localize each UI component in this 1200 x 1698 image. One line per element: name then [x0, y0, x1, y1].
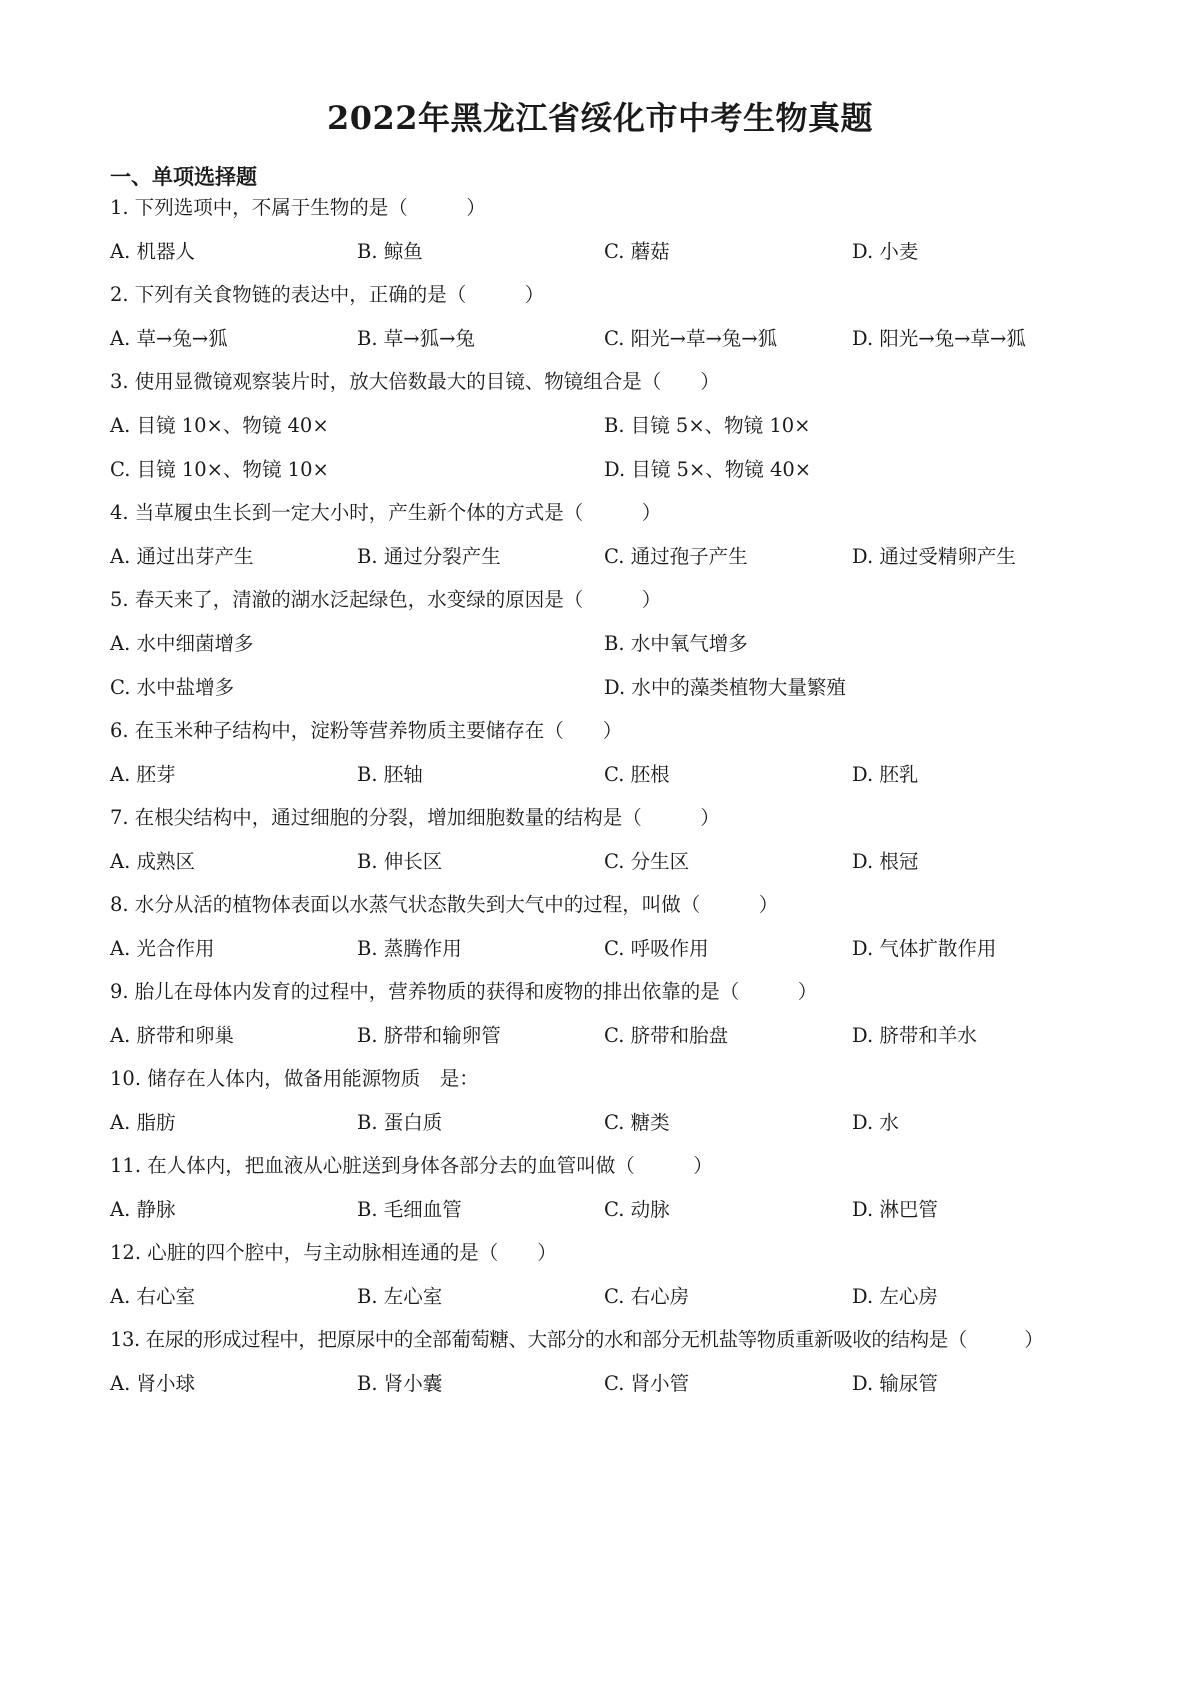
question-3-options-row2 [110, 454, 1110, 486]
q5-option-a[interactable]: A. 水中细菌增多 [110, 632, 254, 655]
q3-option-d[interactable]: D. 目镜 5×、物镜 40× [604, 458, 812, 481]
q8-option-c[interactable]: C. 呼吸作用 [604, 937, 709, 960]
q11-option-a[interactable]: A. 静脉 [110, 1198, 176, 1221]
q8-option-a[interactable]: A. 光合作用 [110, 937, 215, 960]
question-8-options [110, 933, 1110, 965]
q10-option-a[interactable]: A. 脂肪 [110, 1111, 176, 1134]
question-3-stem: 3. 使用显微镜观察装片时，放大倍数最大的目镜、物镜组合是（ ） [110, 370, 720, 393]
q1-option-d[interactable]: D. 小麦 [852, 240, 919, 263]
q7-option-b[interactable]: B. 伸长区 [357, 850, 443, 873]
q5-option-b[interactable]: B. 水中氧气增多 [604, 632, 748, 655]
q5-option-d[interactable]: D. 水中的藻类植物大量繁殖 [604, 676, 846, 699]
q8-option-b[interactable]: B. 蒸腾作用 [357, 937, 462, 960]
question-1-stem: 1. 下列选项中，不属于生物的是（ ） [110, 196, 486, 219]
q5-option-c[interactable]: C. 水中盐增多 [110, 676, 235, 699]
q4-option-c[interactable]: C. 通过孢子产生 [604, 545, 748, 568]
q12-option-c[interactable]: C. 右心房 [604, 1285, 690, 1308]
q3-option-b[interactable]: B. 目镜 5×、物镜 10× [604, 414, 811, 437]
question-7-options [110, 846, 1110, 878]
q7-option-d[interactable]: D. 根冠 [852, 850, 919, 873]
q11-option-c[interactable]: C. 动脉 [604, 1198, 670, 1221]
q10-option-b[interactable]: B. 蛋白质 [357, 1111, 443, 1134]
question-11-options [110, 1194, 1110, 1226]
question-12-options [110, 1281, 1110, 1313]
question-6-stem: 6. 在玉米种子结构中，淀粉等营养物质主要储存在（ ） [110, 719, 623, 742]
q4-option-a[interactable]: A. 通过出芽产生 [110, 545, 254, 568]
section-heading: 一、单项选择题 [110, 164, 257, 189]
question-9-options [110, 1020, 1110, 1052]
q2-option-c[interactable]: C. 阳光→草→兔→狐 [604, 327, 778, 350]
question-10-options [110, 1107, 1110, 1139]
question-5-stem: 5. 春天来了，清澈的湖水泛起绿色，水变绿的原因是（ ） [110, 588, 662, 611]
q9-option-b[interactable]: B. 脐带和输卵管 [357, 1024, 501, 1047]
q10-option-d[interactable]: D. 水 [852, 1111, 899, 1134]
q11-option-b[interactable]: B. 毛细血管 [357, 1198, 462, 1221]
question-4-stem: 4. 当草履虫生长到一定大小时，产生新个体的方式是（ ） [110, 501, 662, 524]
q7-option-c[interactable]: C. 分生区 [604, 850, 690, 873]
q13-option-a[interactable]: A. 肾小球 [110, 1372, 195, 1395]
q1-option-a[interactable]: A. 机器人 [110, 240, 195, 263]
question-7-stem: 7. 在根尖结构中，通过细胞的分裂，增加细胞数量的结构是（ ） [110, 806, 720, 829]
q12-option-a[interactable]: A. 右心室 [110, 1285, 195, 1308]
q6-option-b[interactable]: B. 胚轴 [357, 763, 423, 786]
q6-option-a[interactable]: A. 胚芽 [110, 763, 176, 786]
q12-option-d[interactable]: D. 左心房 [852, 1285, 938, 1308]
question-3-options-row1 [110, 410, 1110, 442]
q11-option-d[interactable]: D. 淋巴管 [852, 1198, 938, 1221]
page-title: 2022年黑龙江省绥化市中考生物真题 [326, 99, 874, 137]
question-4-options [110, 541, 1110, 573]
question-2-stem: 2. 下列有关食物链的表达中，正确的是（ ） [110, 283, 545, 306]
q9-option-c[interactable]: C. 脐带和胎盘 [604, 1024, 729, 1047]
q4-option-d[interactable]: D. 通过受精卵产生 [852, 545, 1016, 568]
question-9-stem: 9. 胎儿在母体内发育的过程中，营养物质的获得和废物的排出依靠的是（ ） [110, 980, 818, 1003]
q10-option-c[interactable]: C. 糖类 [604, 1111, 670, 1134]
q1-option-b[interactable]: B. 鲸鱼 [357, 240, 423, 263]
question-2-options [110, 323, 1110, 355]
q6-option-c[interactable]: C. 胚根 [604, 763, 670, 786]
q12-option-b[interactable]: B. 左心室 [357, 1285, 443, 1308]
question-13-stem: 13. 在尿的形成过程中，把原尿中的全部葡萄糖、大部分的水和部分无机盐等物质重新吸收的结构是（ ） [110, 1328, 1044, 1351]
q1-option-c[interactable]: C. 蘑菇 [604, 240, 670, 263]
question-5-options-row1 [110, 628, 1110, 660]
q3-option-a[interactable]: A. 目镜 10×、物镜 40× [110, 414, 329, 437]
question-1-options [110, 236, 1110, 268]
question-5-options-row2 [110, 672, 1110, 704]
q8-option-d[interactable]: D. 气体扩散作用 [852, 937, 997, 960]
q4-option-b[interactable]: B. 通过分裂产生 [357, 545, 501, 568]
q2-option-b[interactable]: B. 草→狐→兔 [357, 327, 475, 350]
q13-option-c[interactable]: C. 肾小管 [604, 1372, 690, 1395]
q6-option-d[interactable]: D. 胚乳 [852, 763, 919, 786]
question-13-options [110, 1368, 1110, 1400]
q9-option-a[interactable]: A. 脐带和卵巢 [110, 1024, 234, 1047]
q7-option-a[interactable]: A. 成熟区 [110, 850, 195, 873]
q2-option-d[interactable]: D. 阳光→兔→草→狐 [852, 327, 1026, 350]
question-11-stem: 11. 在人体内，把血液从心脏送到身体各部分去的血管叫做（ ） [110, 1154, 713, 1177]
q13-option-b[interactable]: B. 肾小囊 [357, 1372, 443, 1395]
q13-option-d[interactable]: D. 输尿管 [852, 1372, 938, 1395]
question-6-options [110, 759, 1110, 791]
q2-option-a[interactable]: A. 草→兔→狐 [110, 327, 228, 350]
question-8-stem: 8. 水分从活的植物体表面以水蒸气状态散失到大气中的过程，叫做（ ） [110, 893, 779, 916]
q3-option-c[interactable]: C. 目镜 10×、物镜 10× [110, 458, 329, 481]
question-12-stem: 12. 心脏的四个腔中，与主动脉相连通的是（ ） [110, 1241, 557, 1264]
question-10-stem: 10. 储存在人体内，做备用能源物质 是： [110, 1067, 479, 1090]
q9-option-d[interactable]: D. 脐带和羊水 [852, 1024, 977, 1047]
